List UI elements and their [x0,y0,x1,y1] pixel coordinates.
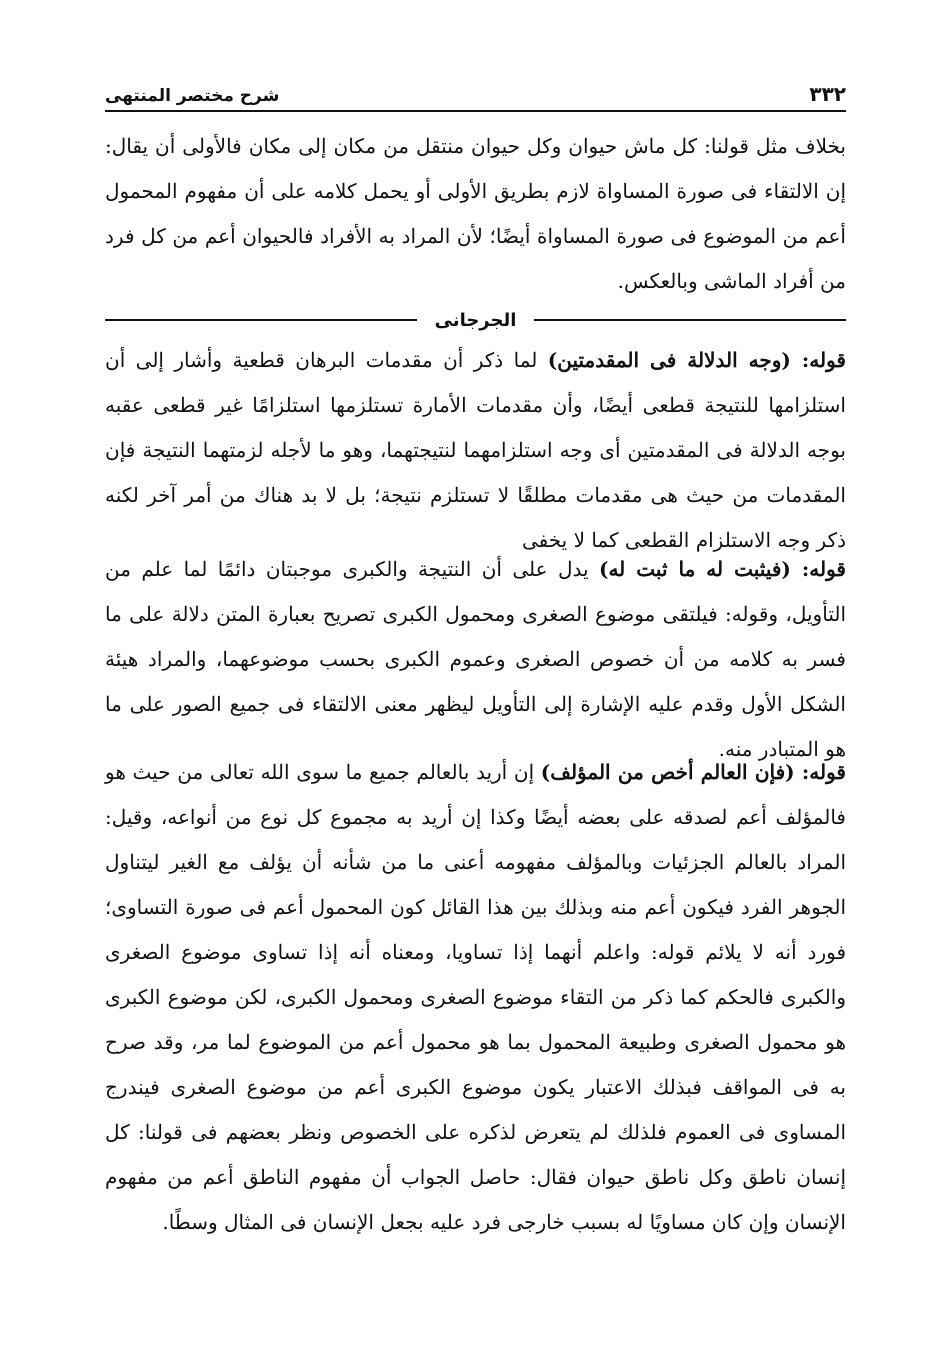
paragraph-text: بخلاف مثل قولنا: كل ماش حيوان وكل حيوان منتقل من مكان إلى مكان فالأولى أن يقال: إن الالتقاء فى صورة المساواة لازم بطريق الأولى أو يحمل كلامه على أن مفهوم المحمول أعم من الموضوع فى صورة المساواة أيضًا؛ لأن المراد به الأفراد فالحيوان أعم من كل فرد من أفراد الماشى وبالعكس. [105,134,846,293]
divider-rule-right [534,319,846,321]
commentary-paragraph [105,338,846,563]
page-header [105,76,846,112]
divider-rule-left [105,319,417,321]
paragraph-text: لما ذكر أن مقدمات البرهان قطعية وأشار إلى أن استلزامها للنتيجة قطعى أيضًا، وأن مقدمات الأمارة تستلزمها استلزامًا غير قطعى عقبه بوجه الدلالة فى المقدمتين أى وجه استلزامهما لنتيجتهما، وهو ما لأجله لزمتهما النتيجة فإن المقدمات من حيث هى مقدمات مطلقًا لا تستلزم نتيجة؛ بل لا بد هناك من أمر آخر لكنه ذكر وجه الاستلزام القطعى كما لا يخفى [105,348,846,552]
section-title: الجرجانى [434,309,517,331]
section-divider [105,302,846,338]
paragraph-lead: قوله: (فيثبت له ما ثبت له) [598,557,846,581]
page-number: ٣٣٢ [809,82,846,106]
paragraph-body [105,338,846,563]
paragraph-lead: قوله: (فإن العالم أخص من المؤلف) [540,760,846,784]
commentary-paragraph [105,750,846,1245]
paragraph-body [105,750,846,1245]
paragraph-body [105,547,846,772]
running-title: شرح مختصر المنتهى [105,86,280,106]
paragraph-continuation [105,124,846,304]
paragraph-lead: قوله: (وجه الدلالة فى المقدمتين) [547,348,846,372]
paragraph-text: إن أريد بالعالم جميع ما سوى الله تعالى من حيث هو فالمؤلف أعم لصدقه على بعضه أيضًا وكذا إن أريد به مجموع كل نوع من أنواعه، وقيل: المراد بالعالم الجزئيات وبالمؤلف مفهومه أعنى ما من شأنه أن يؤلف مع الغير ليتناول الجوهر الفرد فيكون أعم منه وبذلك بين هذا القائل كون المحمول أعم فى صورة التساوى؛ فورد أنه لا يلائم قوله: واعلم أنهما إذا تساويا، ومعناه أنه إذا تساوى موضوع الصغرى والكبرى فالحكم كما ذكر من التقاء موضوع الصغرى ومحمول الكبرى، لكن موضوع الكبرى هو محمول الصغرى وطبيعة المحمول بما هو محمول أعم من الموضوع لما مر، وقد صرح به فى المواقف فبذلك الاعتبار يكون موضوع الكبرى أعم من موضوع الصغرى فيندرج المساوى فى العموم فلذلك لم يتعرض لذكره على الخصوص ونظر بعضهم فى قولنا: كل إنسان ناطق وكل ناطق حيوان فقال: حاصل الجواب أن مفهوم الناطق أعم من مفهوم الإنسان وإن كان مساويًا له بسبب خارجى فرد عليه بجعل الإنسان فى المثال وسطًا. [105,760,846,1234]
paragraph-text: يدل على أن النتيجة والكبرى موجبتان دائمًا لما علم من التأويل، وقوله: فيلتقى موضوع الصغرى ومحمول الكبرى تصريح بعبارة المتن دلالة على ما فسر به كلامه من أن خصوص الصغرى وعموم الكبرى بحسب موضوعهما، والمراد هيئة الشكل الأول وقدم عليه الإشارة إلى التأويل ليظهر معنى الالتقاء فى جميع الصور على ما هو المتبادر منه. [105,557,846,761]
commentary-paragraph [105,547,846,772]
